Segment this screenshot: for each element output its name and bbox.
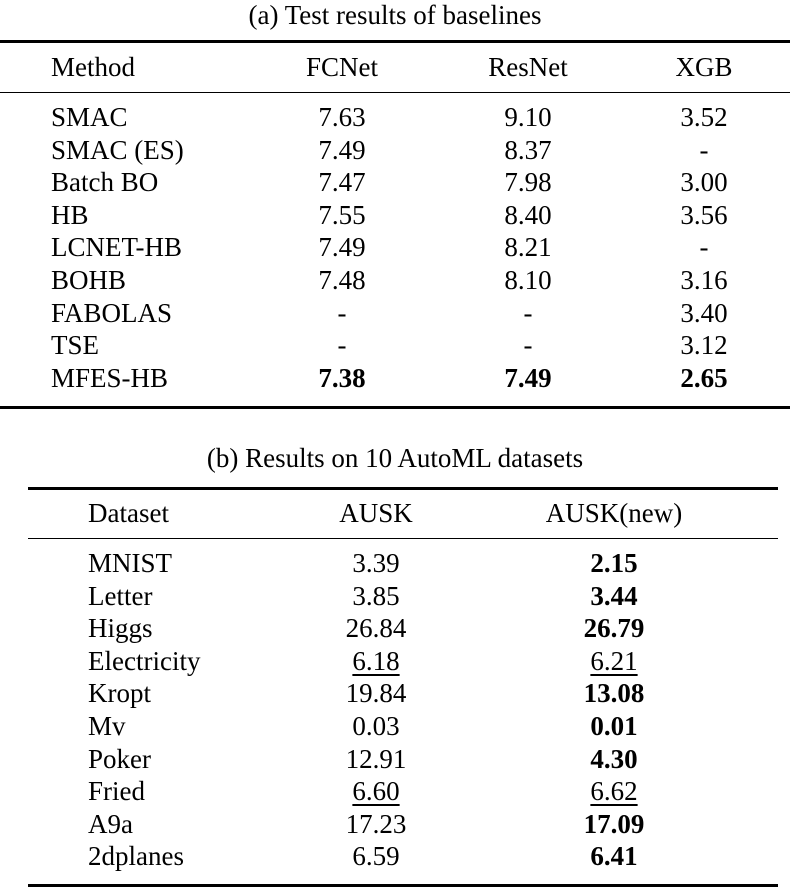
table-b-header-ausk: AUSK <box>339 498 413 528</box>
method-cell: SMAC (ES) <box>51 134 184 165</box>
ausk-cell <box>296 580 456 612</box>
ausk-new-cell <box>534 645 694 677</box>
xgb-cell: - <box>699 134 709 165</box>
method-cell: Batch BO <box>51 167 159 198</box>
table-row <box>0 775 790 808</box>
table-row <box>0 166 790 199</box>
table-b-top-rule <box>28 487 778 490</box>
ausk-cell <box>296 612 456 644</box>
ausk-new-cell <box>534 612 694 644</box>
resnet-cell: - <box>523 330 533 361</box>
table-b-bottom-rule <box>28 884 778 887</box>
ausk-value: 6.59 <box>352 841 400 872</box>
xgb-cell: 3.12 <box>680 330 728 361</box>
ausk-cell <box>296 840 456 872</box>
ausk-new-value: 3.44 <box>590 580 638 611</box>
table-a-header-rule <box>0 92 790 93</box>
table-row <box>0 101 790 134</box>
ausk-new-cell <box>534 677 694 709</box>
ausk-new-cell <box>534 808 694 840</box>
table-a-header-method: Method <box>51 52 135 82</box>
dataset-cell: Poker <box>88 743 151 774</box>
ausk-new-cell <box>534 840 694 872</box>
ausk-cell <box>296 710 456 742</box>
xgb-cell: 3.56 <box>680 199 728 230</box>
method-cell: MFES-HB <box>51 362 169 393</box>
ausk-new-cell <box>534 743 694 775</box>
ausk-value: 6.60 <box>352 776 400 807</box>
fcnet-cell: 7.38 <box>318 362 366 393</box>
dataset-cell: Kropt <box>88 678 151 709</box>
table-a-body <box>0 101 790 394</box>
ausk-new-value: 0.01 <box>590 710 638 741</box>
resnet-cell: 8.37 <box>504 134 552 165</box>
fcnet-cell: 7.48 <box>318 264 366 295</box>
method-cell: HB <box>51 199 89 230</box>
table-a-caption: (a) Test results of baselines <box>248 0 542 30</box>
table-row <box>0 264 790 297</box>
ausk-cell <box>296 547 456 579</box>
dataset-cell: Letter <box>88 580 153 611</box>
ausk-value: 3.39 <box>352 548 400 578</box>
method-cell: SMAC <box>51 102 128 132</box>
xgb-cell: - <box>699 232 709 263</box>
resnet-cell: 9.10 <box>504 102 552 132</box>
fcnet-cell: 7.63 <box>318 102 366 132</box>
ausk-value: 17.23 <box>345 808 407 839</box>
method-cell: BOHB <box>51 264 127 295</box>
resnet-cell: 8.21 <box>504 232 552 263</box>
ausk-value: 19.84 <box>345 678 407 709</box>
table-b-header-rule <box>28 538 778 539</box>
xgb-cell: 2.65 <box>680 362 728 393</box>
table-row <box>0 547 790 580</box>
table-b-body <box>0 547 790 873</box>
ausk-new-cell <box>534 547 694 579</box>
dataset-cell: Fried <box>88 776 145 807</box>
ausk-new-value: 17.09 <box>583 808 645 839</box>
table-row <box>0 231 790 264</box>
table-row <box>0 329 790 362</box>
ausk-cell <box>296 808 456 840</box>
method-cell: FABOLAS <box>51 297 173 328</box>
ausk-cell <box>296 677 456 709</box>
resnet-cell: - <box>523 297 533 328</box>
ausk-cell <box>296 775 456 807</box>
ausk-cell <box>296 743 456 775</box>
ausk-new-value: 6.41 <box>590 841 638 872</box>
table-row <box>0 677 790 710</box>
table-a-header-row <box>0 50 790 84</box>
ausk-value: 12.91 <box>345 743 407 774</box>
fcnet-cell: - <box>337 330 347 361</box>
table-b-header-row <box>0 496 790 530</box>
resnet-cell: 7.49 <box>504 362 552 393</box>
table-row <box>0 743 790 776</box>
method-cell: TSE <box>51 330 100 361</box>
dataset-cell: Higgs <box>88 613 153 644</box>
resnet-cell: 7.98 <box>504 167 552 198</box>
ausk-new-value: 26.79 <box>583 613 645 644</box>
table-b-header-ausk-new: AUSK(new) <box>545 498 683 528</box>
ausk-new-cell <box>534 580 694 612</box>
table-a-header-fcnet: FCNet <box>305 52 378 82</box>
table-b-header-dataset: Dataset <box>88 498 169 528</box>
resnet-cell: 8.40 <box>504 199 552 230</box>
table-row <box>0 808 790 841</box>
ausk-value: 26.84 <box>345 613 407 644</box>
xgb-cell: 3.16 <box>680 264 728 295</box>
table-row <box>0 199 790 232</box>
xgb-cell: 3.00 <box>680 167 728 198</box>
fcnet-cell: 7.49 <box>318 134 366 165</box>
ausk-new-cell <box>534 775 694 807</box>
table-row <box>0 580 790 613</box>
ausk-new-value: 6.21 <box>590 645 638 676</box>
ausk-new-cell <box>534 710 694 742</box>
table-row <box>0 362 790 395</box>
table-a-bottom-rule <box>0 406 790 409</box>
ausk-new-value: 4.30 <box>590 743 638 774</box>
dataset-cell: Electricity <box>88 645 201 676</box>
fcnet-cell: 7.55 <box>318 199 366 230</box>
fcnet-cell: 7.47 <box>318 167 366 198</box>
dataset-cell: A9a <box>88 808 133 839</box>
table-b-caption: (b) Results on 10 AutoML datasets <box>206 443 584 473</box>
table-row <box>0 297 790 330</box>
ausk-new-value: 6.62 <box>590 776 638 807</box>
fcnet-cell: - <box>337 297 347 328</box>
resnet-cell: 8.10 <box>504 264 552 295</box>
fcnet-cell: 7.49 <box>318 232 366 263</box>
ausk-value: 0.03 <box>352 710 400 741</box>
table-row <box>0 840 790 873</box>
dataset-cell: MNIST <box>88 548 173 578</box>
xgb-cell: 3.52 <box>680 102 728 132</box>
table-a-top-rule <box>0 40 790 43</box>
method-cell: LCNET-HB <box>51 232 183 263</box>
xgb-cell: 3.40 <box>680 297 728 328</box>
dataset-cell: 2dplanes <box>88 841 184 872</box>
table-row <box>0 612 790 645</box>
table-row <box>0 645 790 678</box>
table-row <box>0 710 790 743</box>
table-a-header-xgb: XGB <box>675 52 733 82</box>
dataset-cell: Mv <box>88 710 126 741</box>
ausk-new-value: 2.15 <box>590 548 638 578</box>
ausk-cell <box>296 645 456 677</box>
ausk-new-value: 13.08 <box>583 678 645 709</box>
table-row <box>0 134 790 167</box>
ausk-value: 6.18 <box>352 645 400 676</box>
table-a-header-resnet: ResNet <box>488 52 568 82</box>
ausk-value: 3.85 <box>352 580 400 611</box>
